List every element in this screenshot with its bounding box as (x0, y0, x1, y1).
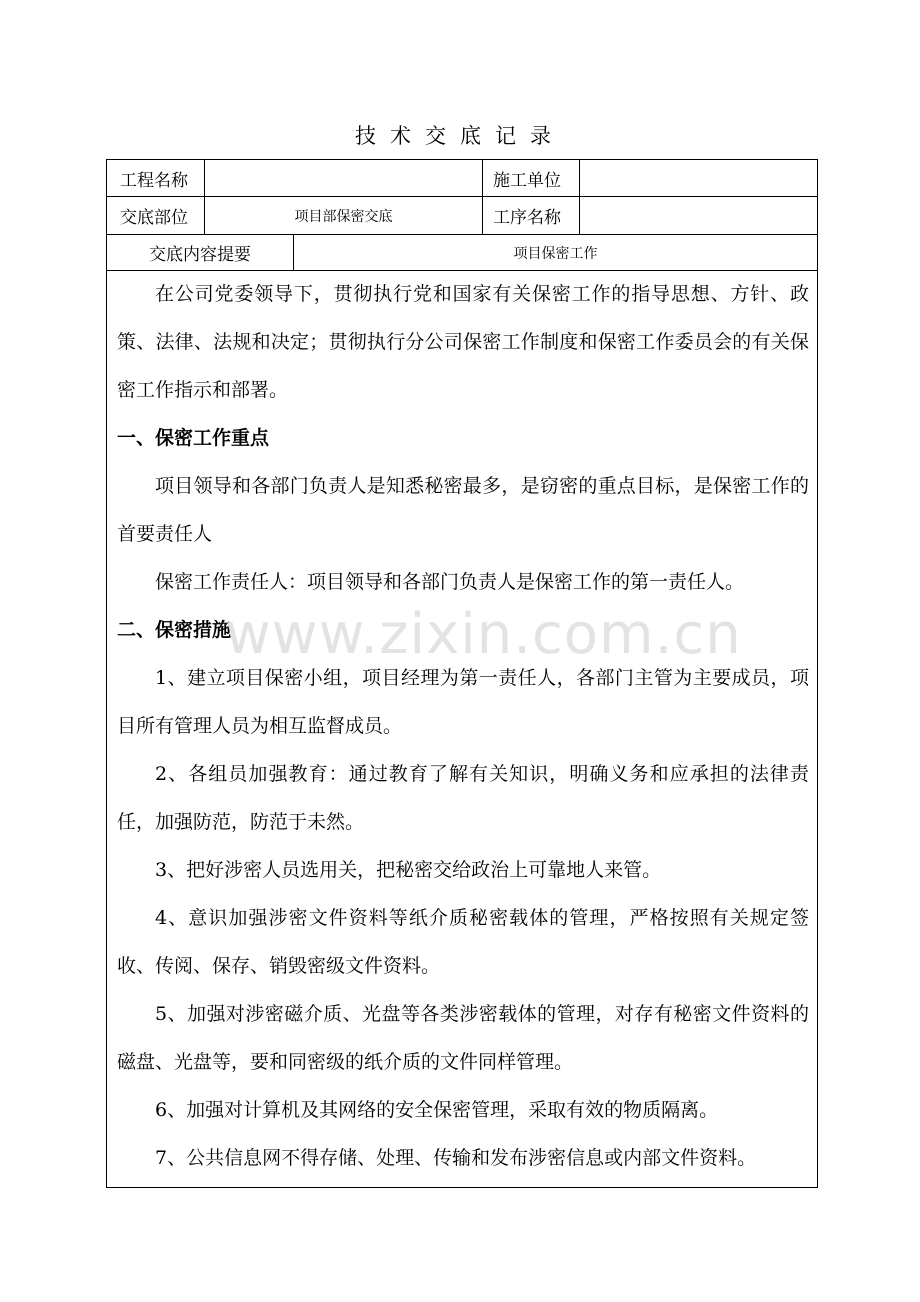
measure-item: 3、把好涉密人员选用关，把秘密交给政治上可靠地人来管。 (155, 859, 662, 881)
document-title: 技术交底记录 (355, 124, 565, 148)
handover-part-label: 交底部位 (120, 208, 188, 228)
construction-unit-label: 施工单位 (482, 160, 579, 196)
measure-item: 1、建立项目保密小组，项目经理为第一责任人，各部门主管为主要成员，项目所有管理人员为相互监督成员。 (117, 667, 809, 737)
process-name-label: 工序名称 (482, 197, 579, 234)
section-paragraph: 保密工作责任人：项目领导和各部门负责人是保密工作的第一责任人。 (155, 571, 745, 593)
table-row (107, 235, 817, 271)
table-row (107, 160, 817, 197)
summary-value: 项目保密工作 (293, 235, 817, 270)
section-paragraph: 项目领导和各部门负责人是知悉秘密最多，是窃密的重点目标，是保密工作的首要责任人 (117, 475, 809, 545)
process-name-value (579, 197, 817, 234)
handover-record-table (106, 159, 818, 1188)
measure-item: 5、加强对涉密磁介质、光盘等各类涉密载体的管理，对存有秘密文件资料的磁盘、光盘等，要和同密级的纸介质的文件同样管理。 (117, 1003, 809, 1073)
measure-item: 7、公共信息网不得存储、处理、传输和发布涉密信息或内部文件资料。 (155, 1147, 757, 1169)
table-row (107, 197, 817, 235)
section-heading: 二、保密措施 (117, 619, 232, 641)
measure-item: 4、意识加强涉密文件资料等纸介质秘密载体的管理，严格按照有关规定签收、传阅、保存、销毁密级文件资料。 (117, 907, 809, 977)
measure-item: 2、各组员加强教育：通过教育了解有关知识，明确义务和应承担的法律责任，加强防范，防范于未然。 (117, 763, 809, 833)
intro-paragraph: 在公司党委领导下，贯彻执行党和国家有关保密工作的指导思想、方针、政策、法律、法规和决定；贯彻执行分公司保密工作制度和保密工作委员会的有关保密工作指示和部署。 (117, 283, 809, 401)
construction-unit-value (579, 160, 817, 196)
section-heading: 一、保密工作重点 (117, 427, 270, 449)
measure-item: 6、加强对计算机及其网络的安全保密管理，采取有效的物质隔离。 (155, 1099, 719, 1121)
watermark: www.zixin.com.cn (225, 602, 742, 667)
handover-content (117, 270, 809, 1182)
project-name-value (204, 160, 482, 196)
handover-part-value: 项目部保密交底 (204, 197, 482, 234)
summary-label: 交底内容提要 (149, 245, 251, 265)
project-name-label: 工程名称 (120, 170, 188, 191)
